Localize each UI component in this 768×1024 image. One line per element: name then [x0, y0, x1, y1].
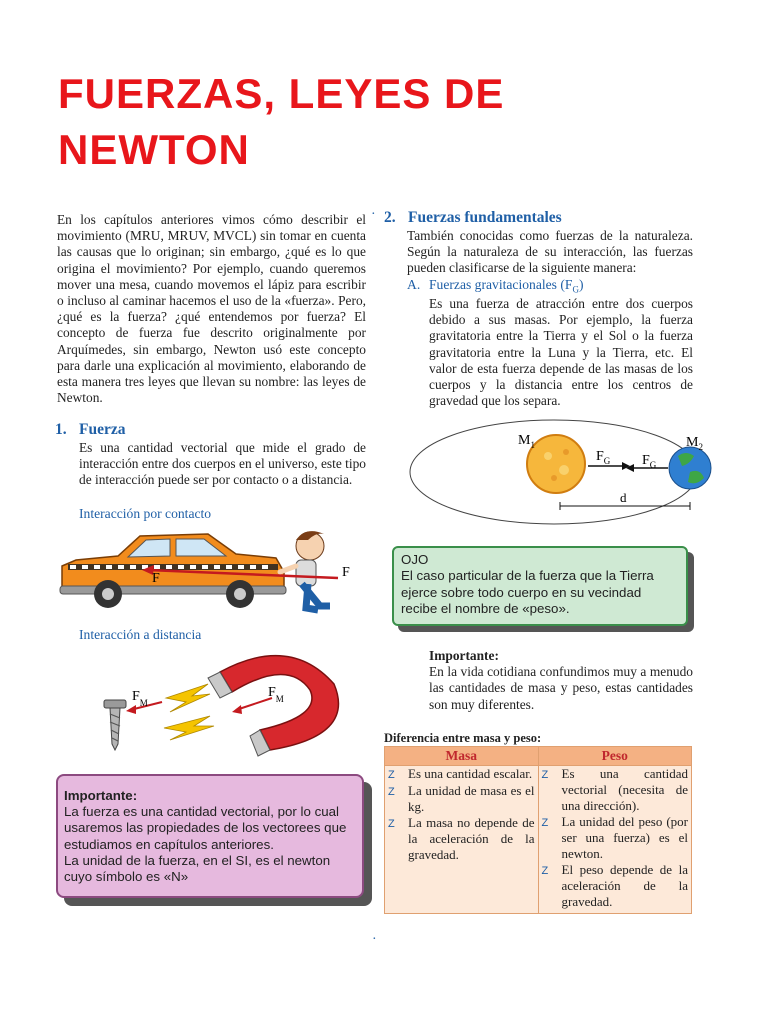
horseshoe-magnet — [208, 656, 338, 756]
lightning-bolt-icon — [166, 684, 210, 712]
magnetic-force-arrow-head — [126, 705, 136, 714]
table-caption: Diferencia entre masa y peso: — [384, 731, 542, 745]
boy-pushing — [280, 531, 330, 610]
magnetic-force-arrow-head — [232, 705, 242, 714]
sun-icon — [527, 435, 585, 493]
sub-title-close: ) — [578, 277, 584, 292]
earth-icon — [669, 447, 711, 489]
bullet-z-icon: Z — [541, 865, 549, 877]
mass-2-label: $M_2$ — [686, 435, 703, 452]
page-title: FUERZAS, LEYES DE NEWTON — [58, 70, 505, 173]
magnetic-force-arrow — [236, 698, 272, 710]
section-fundamental-heading — [384, 209, 562, 227]
car-push-illustration — [58, 526, 368, 616]
magnet-force-label: $F_M$ — [268, 685, 284, 704]
force-label-car: F — [152, 571, 160, 586]
section-title: Fuerza — [79, 421, 126, 438]
magnet-illustration — [100, 644, 360, 754]
gravitational-forces-heading — [407, 277, 583, 295]
table-header-peso: Peso — [538, 747, 692, 766]
intro-paragraph: En los capítulos anteriores vimos cómo describir el movimiento (MRU, MRUV, MVCL) sin tomar en cuenta las causas que lo originan; sin embargo, ¿qué es lo que origina el movimiento? Por ejemplo, cuando queremos mover una mesa, cuando movemos el lápiz para escribir o incluso al caminar hacemos el uso de la «fuerza». Pero, ¿qué es la fuerza? ¿qué entendemos por fuerza? El concepto de fuerza fue descrito originalmente por Arquímedes, sin embargo, Newton usó este concepto para darle una explicación al movimiento, elaborando de esta manera tres leyes que llevan su nombre: las leyes de Newton. — [57, 212, 366, 406]
gravitational-forces-text: Es una fuerza de atracción entre dos cuerpos debido a sus masas. Por ejemplo, la fuerza gravitatoria entre la Tierra y el Sol o la fuerza gravitatoria entre la Luna y la Tierra, etc. El valor de esta fuerza depende de las masas de los cuerpos y la distancia entre los centros de gravedad que los separa. — [429, 296, 693, 409]
bullet-z-icon: Z — [541, 769, 549, 781]
page-dot: · — [372, 932, 377, 947]
mass-1-label: $M_1$ — [518, 433, 535, 450]
ojo-title: OJO — [401, 552, 429, 567]
section-number: 1. — [55, 421, 67, 438]
masa-column — [385, 766, 539, 914]
sub-title: Fuerzas gravitacionales (F — [429, 277, 573, 292]
distance-interaction-label: Interacción a distancia — [79, 627, 202, 642]
distance-label: d — [620, 490, 627, 505]
ojo-note-box — [392, 546, 688, 626]
section-fuerza-heading — [55, 421, 125, 439]
magnet-force-label: $F_M$ — [132, 689, 148, 708]
list-item: Z La unidad de masa es el kg. — [388, 783, 535, 814]
bullet-z-icon: Z — [388, 818, 395, 830]
list-item: Z El peso depende de la aceleración de la gravedad. — [541, 862, 688, 909]
list-item: Z La masa no depende de la aceleración de la gravedad. — [388, 815, 535, 862]
force-label-boy: F — [342, 565, 350, 580]
fundamental-forces-text: También conocidas como fuerzas de la naturaleza. Según la naturaleza de su interacción, las fuerzas pueden clasificarse de la siguiente manera: — [407, 228, 693, 276]
list-item: Z La unidad del peso (por ser una fuerza) es el newton. — [541, 814, 688, 861]
ojo-text: El caso particular de la fuerza que la Tierra ejerce sobre todo cuerpo en su vecindad recibe el nombre de «peso». — [401, 568, 654, 617]
contact-interaction-label: Interacción por contacto — [79, 506, 212, 521]
mass-weight-table — [384, 746, 692, 914]
fuerza-definition: Es una cantidad vectorial que mide el grado de interacción entre dos cuerpos en el universo, este tipo de interacción puede ser por contacto o a distancia. — [79, 440, 366, 488]
gravity-force-label: $F_G$ — [596, 449, 611, 466]
important-2-title: Importante: — [429, 648, 499, 663]
screw — [104, 700, 126, 750]
gravity-diagram — [404, 416, 704, 526]
sub-title-subscript: G — [572, 284, 579, 295]
lightning-bolt-icon — [164, 716, 214, 740]
gravity-force-label: $F_G$ — [642, 453, 657, 470]
important-line-2: La unidad de la fuerza, en el SI, es el newton cuyo símbolo es «N» — [64, 852, 331, 885]
section-number: 2. — [384, 209, 396, 226]
table-header-masa: Masa — [385, 747, 539, 766]
important-note-box — [56, 774, 364, 898]
sub-letter: A. — [407, 277, 421, 292]
bullet-z-icon: Z — [541, 817, 549, 829]
important-line-1: La fuerza es una cantidad vectorial, por lo cual usaremos las propiedades de los vectorees que estudiamos en capítulos anteriores. — [64, 804, 347, 852]
important-2-text: En la vida cotidiana confundimos muy a menudo las cantidades de masa y peso, estas cantidades son muy diferentes. — [429, 664, 693, 712]
list-item: Z Es una cantidad vectorial (necesita de una dirección). — [541, 766, 688, 813]
peso-column — [538, 766, 692, 914]
bullet-z-icon: Z — [388, 786, 395, 798]
bullet-dot: · — [371, 207, 376, 222]
section-title: Fuerzas fundamentales — [408, 209, 562, 226]
bullet-z-icon: Z — [388, 769, 395, 781]
list-item: Z Es una cantidad escalar. — [388, 766, 533, 781]
important-title: Importante: — [64, 788, 138, 803]
important-note-2 — [429, 648, 693, 713]
